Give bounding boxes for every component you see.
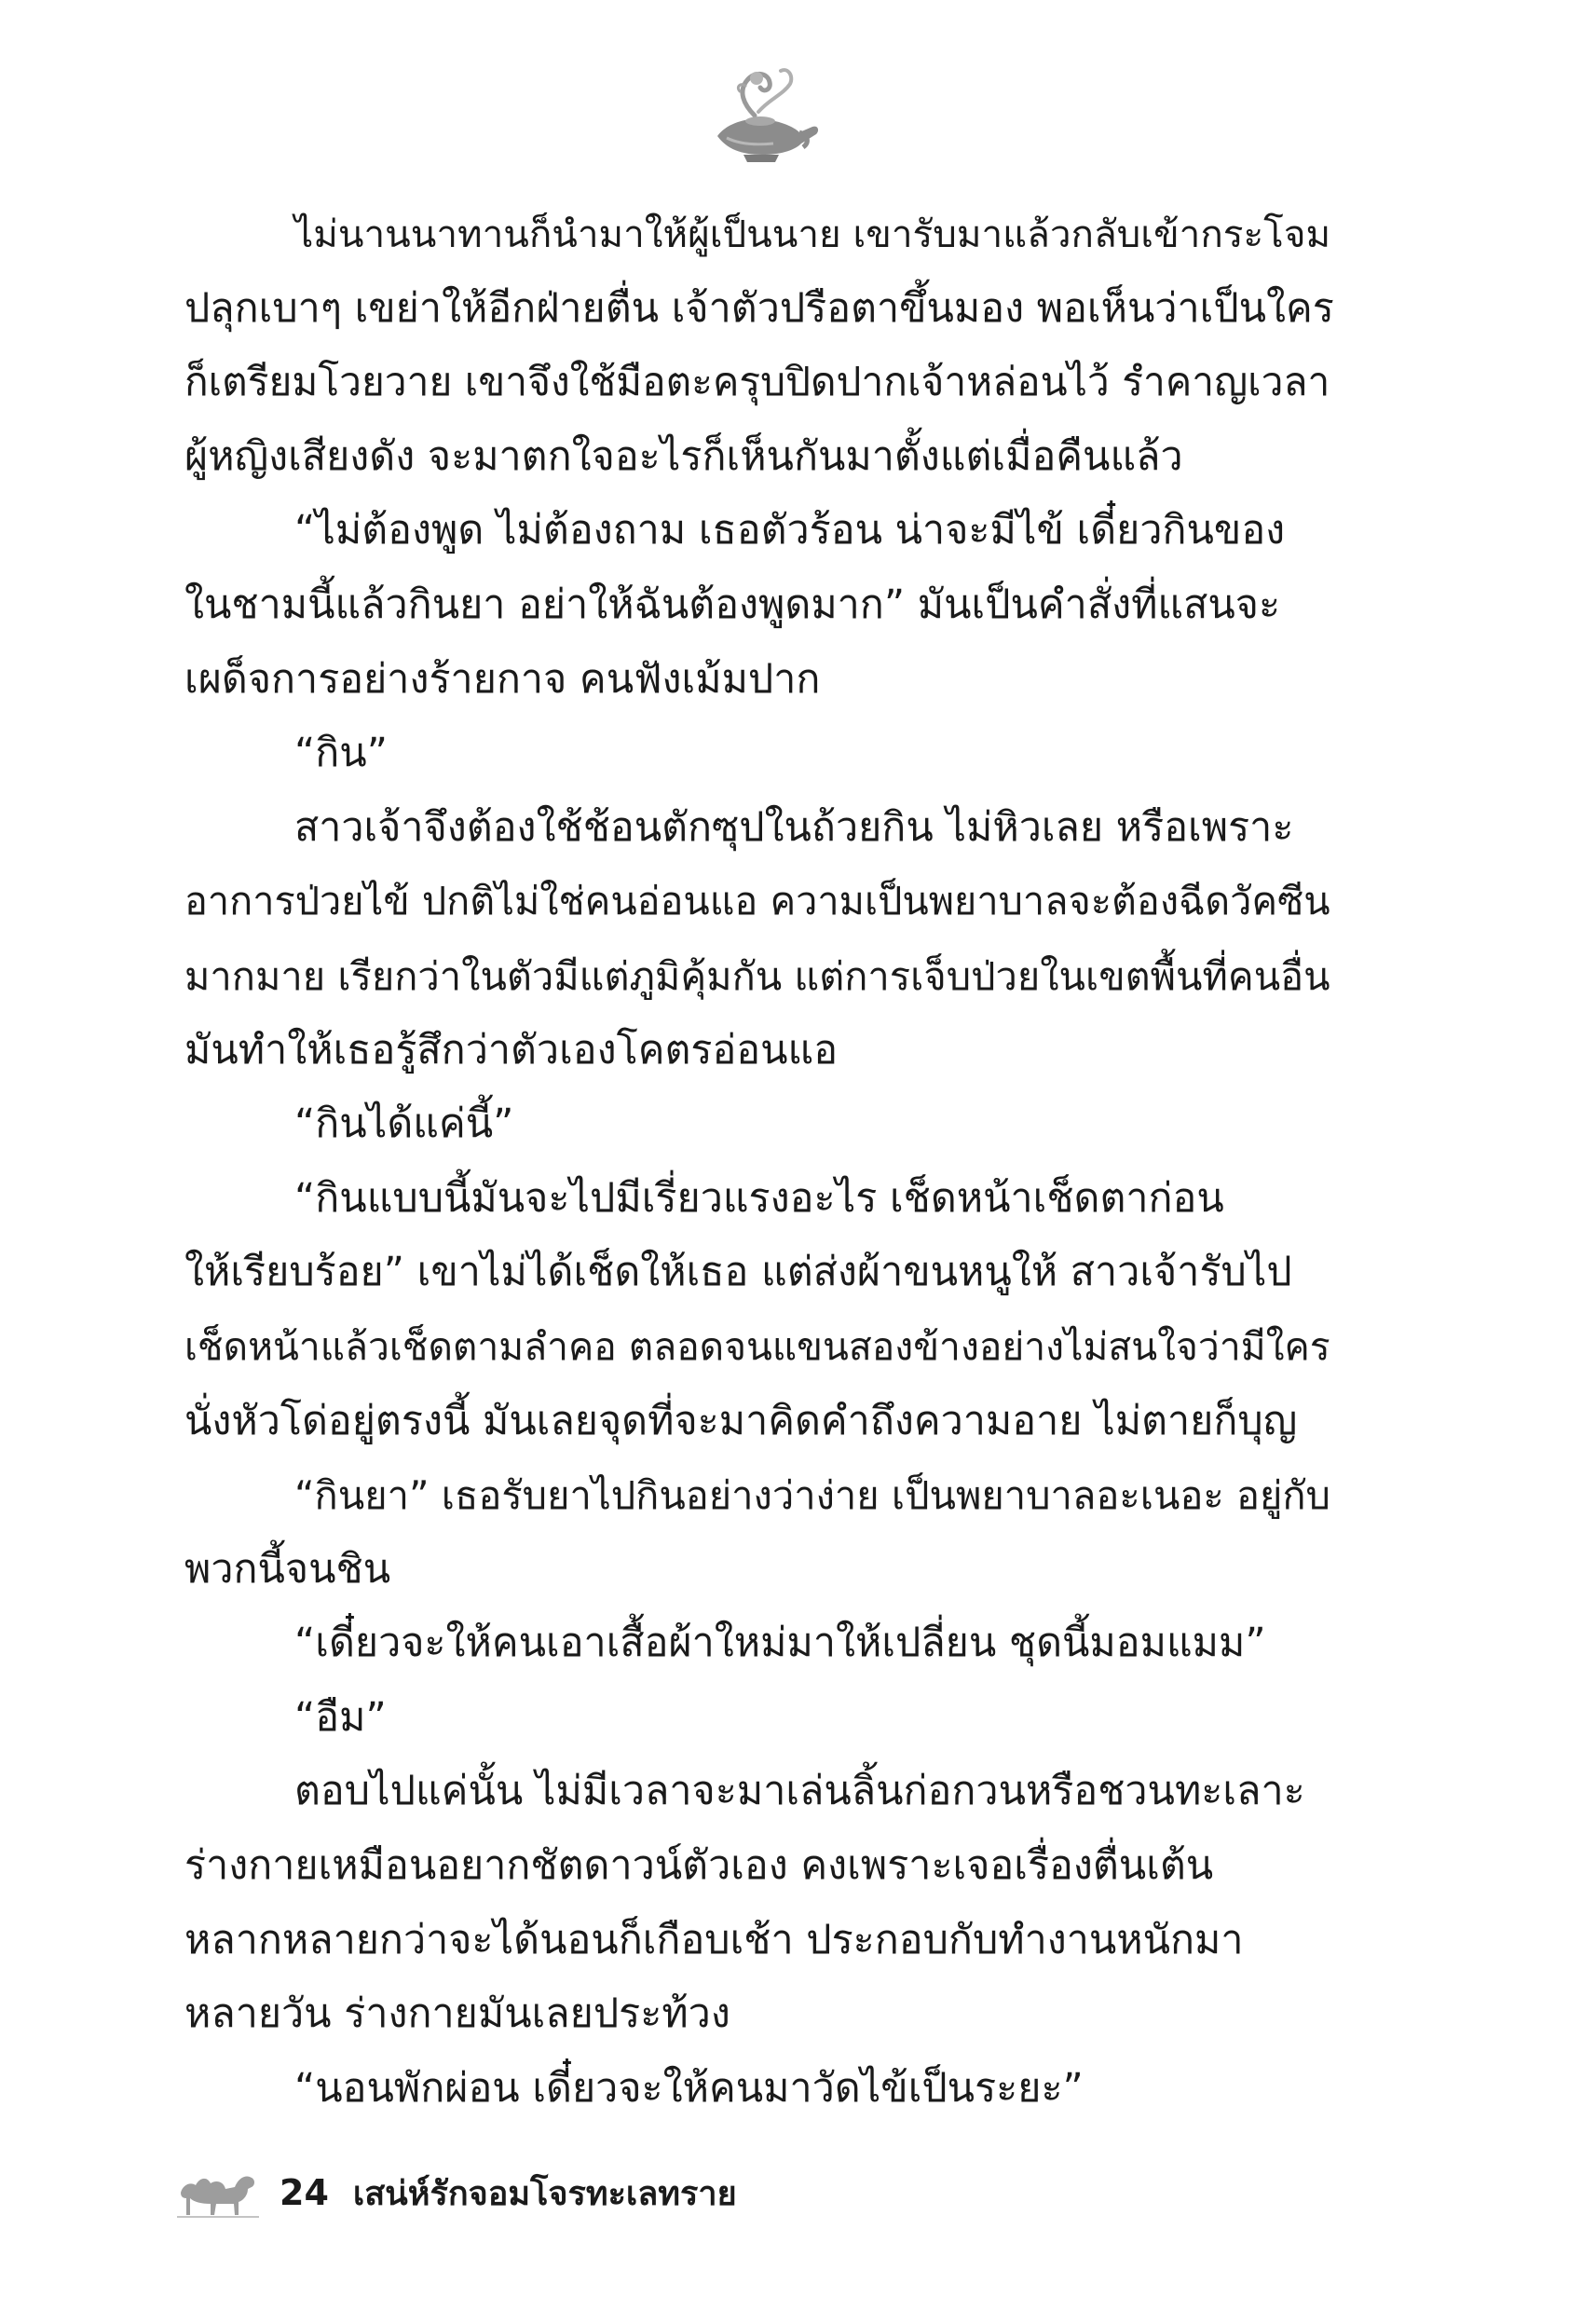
text-line: นั่งหัวโด่อยู่ตรงนี้ มันเลยจุดที่จะมาคิดคำถึงความอาย ไม่ตายก็บุญ xyxy=(184,1397,1298,1444)
text-line: ก็เตรียมโวยวาย เขาจึงใช้มือตะครุบปิดปากเจ้าหล่อนไว้ รำคาญเวลา xyxy=(184,360,1330,406)
text-line: ตอบไปแค่นั้น ไม่มีเวลาจะมาเล่นลิ้นก่อกวนหรือชวนทะเลาะ xyxy=(294,1768,1305,1815)
text-line: “เดี๋ยวจะให้คนเอาเสื้อผ้าใหม่มาให้เปลี่ยน ชุดนี้มอมแมม” xyxy=(294,1620,1266,1667)
text-line: ให้เรียบร้อย” เขาไม่ได้เช็ดให้เธอ แต่ส่งผ้าขนหนูให้ สาวเจ้ารับไป xyxy=(184,1249,1292,1296)
text-line: ในชามนี้แล้วกินยา อย่าให้ฉันต้องพูดมาก” มันเป็นคำสั่งที่แสนจะ xyxy=(184,581,1281,628)
text-line: หลากหลายกว่าจะได้นอนก็เกือบเช้า ประกอบกับทำงานหนักมา xyxy=(184,1916,1244,1963)
text-line: เช็ดหน้าแล้วเช็ดตามลำคอ ตลอดจนแขนสองข้างอย่างไม่สนใจว่ามีใคร xyxy=(184,1323,1330,1369)
text-line: อาการป่วยไข้ ปกติไม่ใช่คนอ่อนแอ ความเป็นพยาบาลจะต้องฉีดวัคซีน xyxy=(184,879,1330,924)
text-line: เผด็จการอย่างร้ายกาจ คนฟังเม้มปาก xyxy=(184,655,821,703)
text-line: สาวเจ้าจึงต้องใช้ช้อนตักซุปในถ้วยกิน ไม่หิวเลย หรือเพราะ xyxy=(294,803,1294,851)
page-footer xyxy=(173,2160,737,2225)
text-line: ผู้หญิงเสียงดัง จะมาตกใจอะไรก็เห็นกันมาตั้งแต่เมื่อคืนแล้ว xyxy=(184,432,1183,480)
text-line: “กินแบบนี้มันจะไปมีเรี่ยวแรงอะไร เช็ดหน้าเช็ดตาก่อน xyxy=(294,1174,1224,1222)
text-line: “กินได้แค่นี้” xyxy=(294,1101,514,1148)
text-line: “กิน” xyxy=(294,730,388,777)
text-line: “นอนพักผ่อน เดี๋ยวจะให้คนมาวัดไข้เป็นระยะ” xyxy=(294,2064,1084,2112)
text-line: พวกนี้จนชิน xyxy=(184,1545,391,1593)
camel-icon xyxy=(173,2165,263,2221)
book-title: เสน่ห์รักจอมโจรทะเลทราย xyxy=(352,2174,737,2213)
text-line: มันทำให้เธอรู้สึกว่าตัวเองโคตรอ่อนแอ xyxy=(184,1026,839,1073)
text-line: มากมาย เรียกว่าในตัวมีแต่ภูมิคุ้มกัน แต่การเจ็บป่วยในเขตพื้นที่คนอื่น xyxy=(184,952,1330,999)
page-number: 24 xyxy=(280,2172,329,2213)
text-line: “อืม” xyxy=(294,1693,387,1741)
text-line: ร่างกายเหมือนอยากชัตดาวน์ตัวเอง คงเพราะเจอเรื่องตื่นเต้น xyxy=(184,1842,1214,1890)
text-line: หลายวัน ร่างกายมันเลยประท้วง xyxy=(184,1990,730,2038)
text-line: “ไม่ต้องพูด ไม่ต้องถาม เธอตัวร้อน น่าจะมีไข้ เดี๋ยวกินของ xyxy=(294,507,1286,554)
story-text xyxy=(184,198,1336,2126)
text-line: ปลุกเบาๆ เขย่าให้อีกฝ่ายตื่น เจ้าตัวปรือตาขึ้นมอง พอเห็นว่าเป็นใคร xyxy=(184,284,1334,332)
text-line: “กินยา” เธอรับยาไปกินอย่างว่าง่าย เป็นพยาบาลอะเนอะ อยู่กับ xyxy=(294,1472,1330,1519)
text-line: ไม่นานนาทานก็นำมาให้ผู้เป็นนาย เขารับมาแล้วกลับเข้ากระโจม xyxy=(294,212,1331,256)
genie-lamp-icon xyxy=(689,58,829,170)
